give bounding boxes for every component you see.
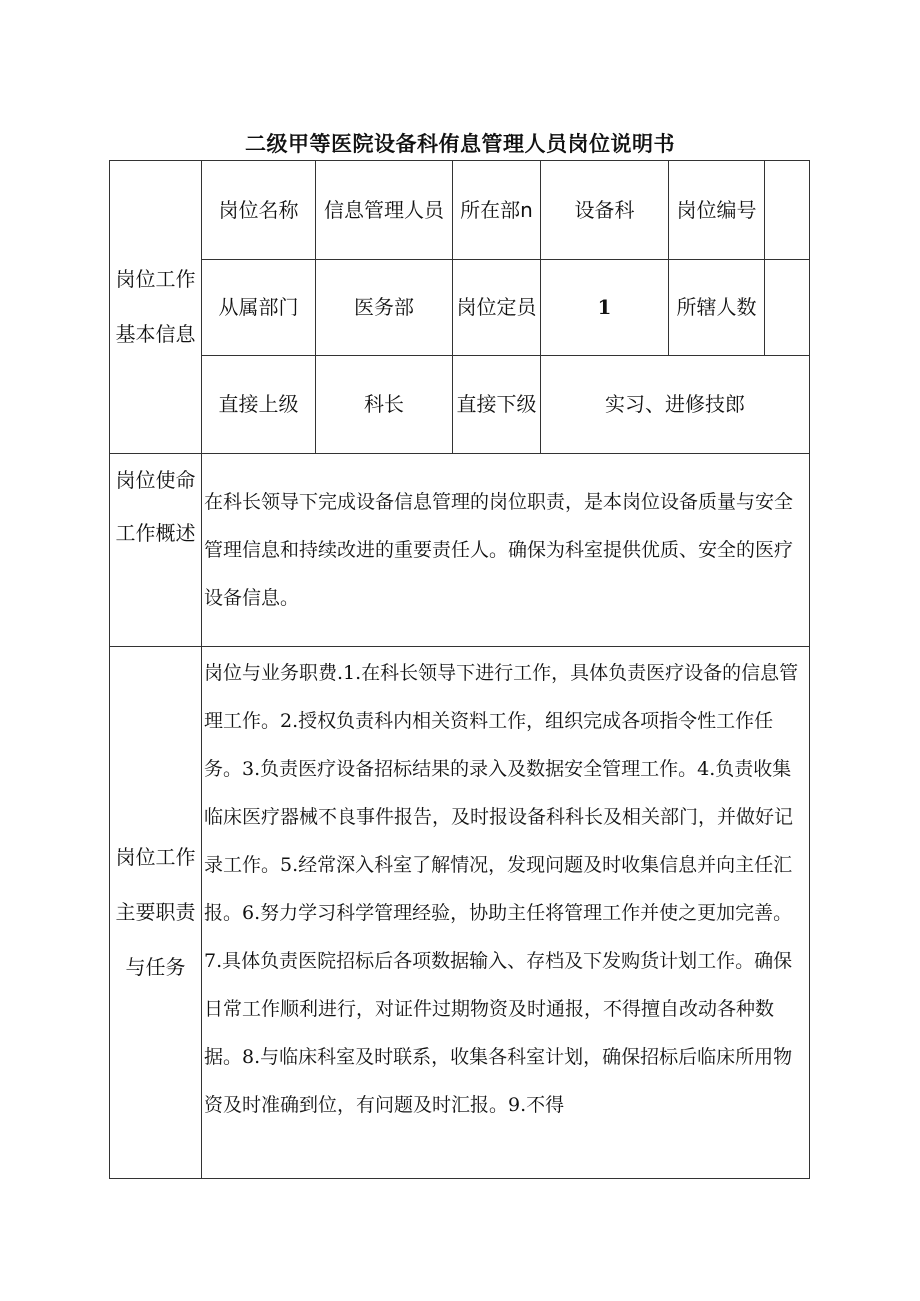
parent-dept-value: 医务部 <box>316 260 453 356</box>
mission-label: 岗位使命工作概述 <box>110 454 202 647</box>
duties-label: 岗位工作主要职责与任务 <box>110 647 202 1179</box>
job-name-label: 岗位名称 <box>202 161 316 260</box>
parent-dept-label: 从属部门 <box>202 260 316 356</box>
subordinate-label: 直接下级 <box>453 356 541 454</box>
basic-info-label: 岗位工作基本信息 <box>110 161 202 454</box>
document-title: 二级甲等医院设备科侑息管理人员岗位说明书 <box>245 132 675 156</box>
job-code-label: 岗位编号 <box>669 161 765 260</box>
job-code-value <box>765 161 810 260</box>
subordinate-count-label: 所辖人数 <box>669 260 765 356</box>
duties-text: 岗位与业务职费.1.在科长领导下进行工作，具体负责医疗设备的信息管理工作。2.授权负责科内相关资料工作，组织完成各项指令性工作任务。3.负责医疗设备招标结果的录入及数据安全管理工作。4.负责收集临床医疗器械不良事件报告，及时报设备科科长及相关部门，并做好记录工作。5.经常深入科室了解情况，发现问题及时收集信息并向主任汇报。6.努力学习科学管理经验，协助主任将管理工作并使之更加完善。7.具体负责医院招标后各项数据输入、存档及下发购货计划工作。确保日常工作顺利进行，对证件过期物资及时通报，不得擅自改动各种数据。8.与临床科室及时联系，收集各科室计划，确保招标后临床所用物资及时准确到位，有问题及时汇报。9.不得 <box>202 647 810 1179</box>
dept-value: 设备科 <box>541 161 669 260</box>
mission-text: 在科长领导下完成设备信息管理的岗位职责，是本岗位设备质量与安全管理信息和持续改进的重要责任人。确保为科室提供优质、安全的医疗设备信息。 <box>202 454 810 647</box>
headcount-value: 1 <box>541 260 669 356</box>
job-name-value: 信息管理人员 <box>316 161 453 260</box>
subordinate-count-value <box>765 260 810 356</box>
dept-label: 所在部n <box>453 161 541 260</box>
job-description-table <box>109 160 810 1179</box>
subordinate-value: 实习、进修技郎 <box>541 356 810 454</box>
headcount-label: 岗位定员 <box>453 260 541 356</box>
superior-value: 科长 <box>316 356 453 454</box>
superior-label: 直接上级 <box>202 356 316 454</box>
